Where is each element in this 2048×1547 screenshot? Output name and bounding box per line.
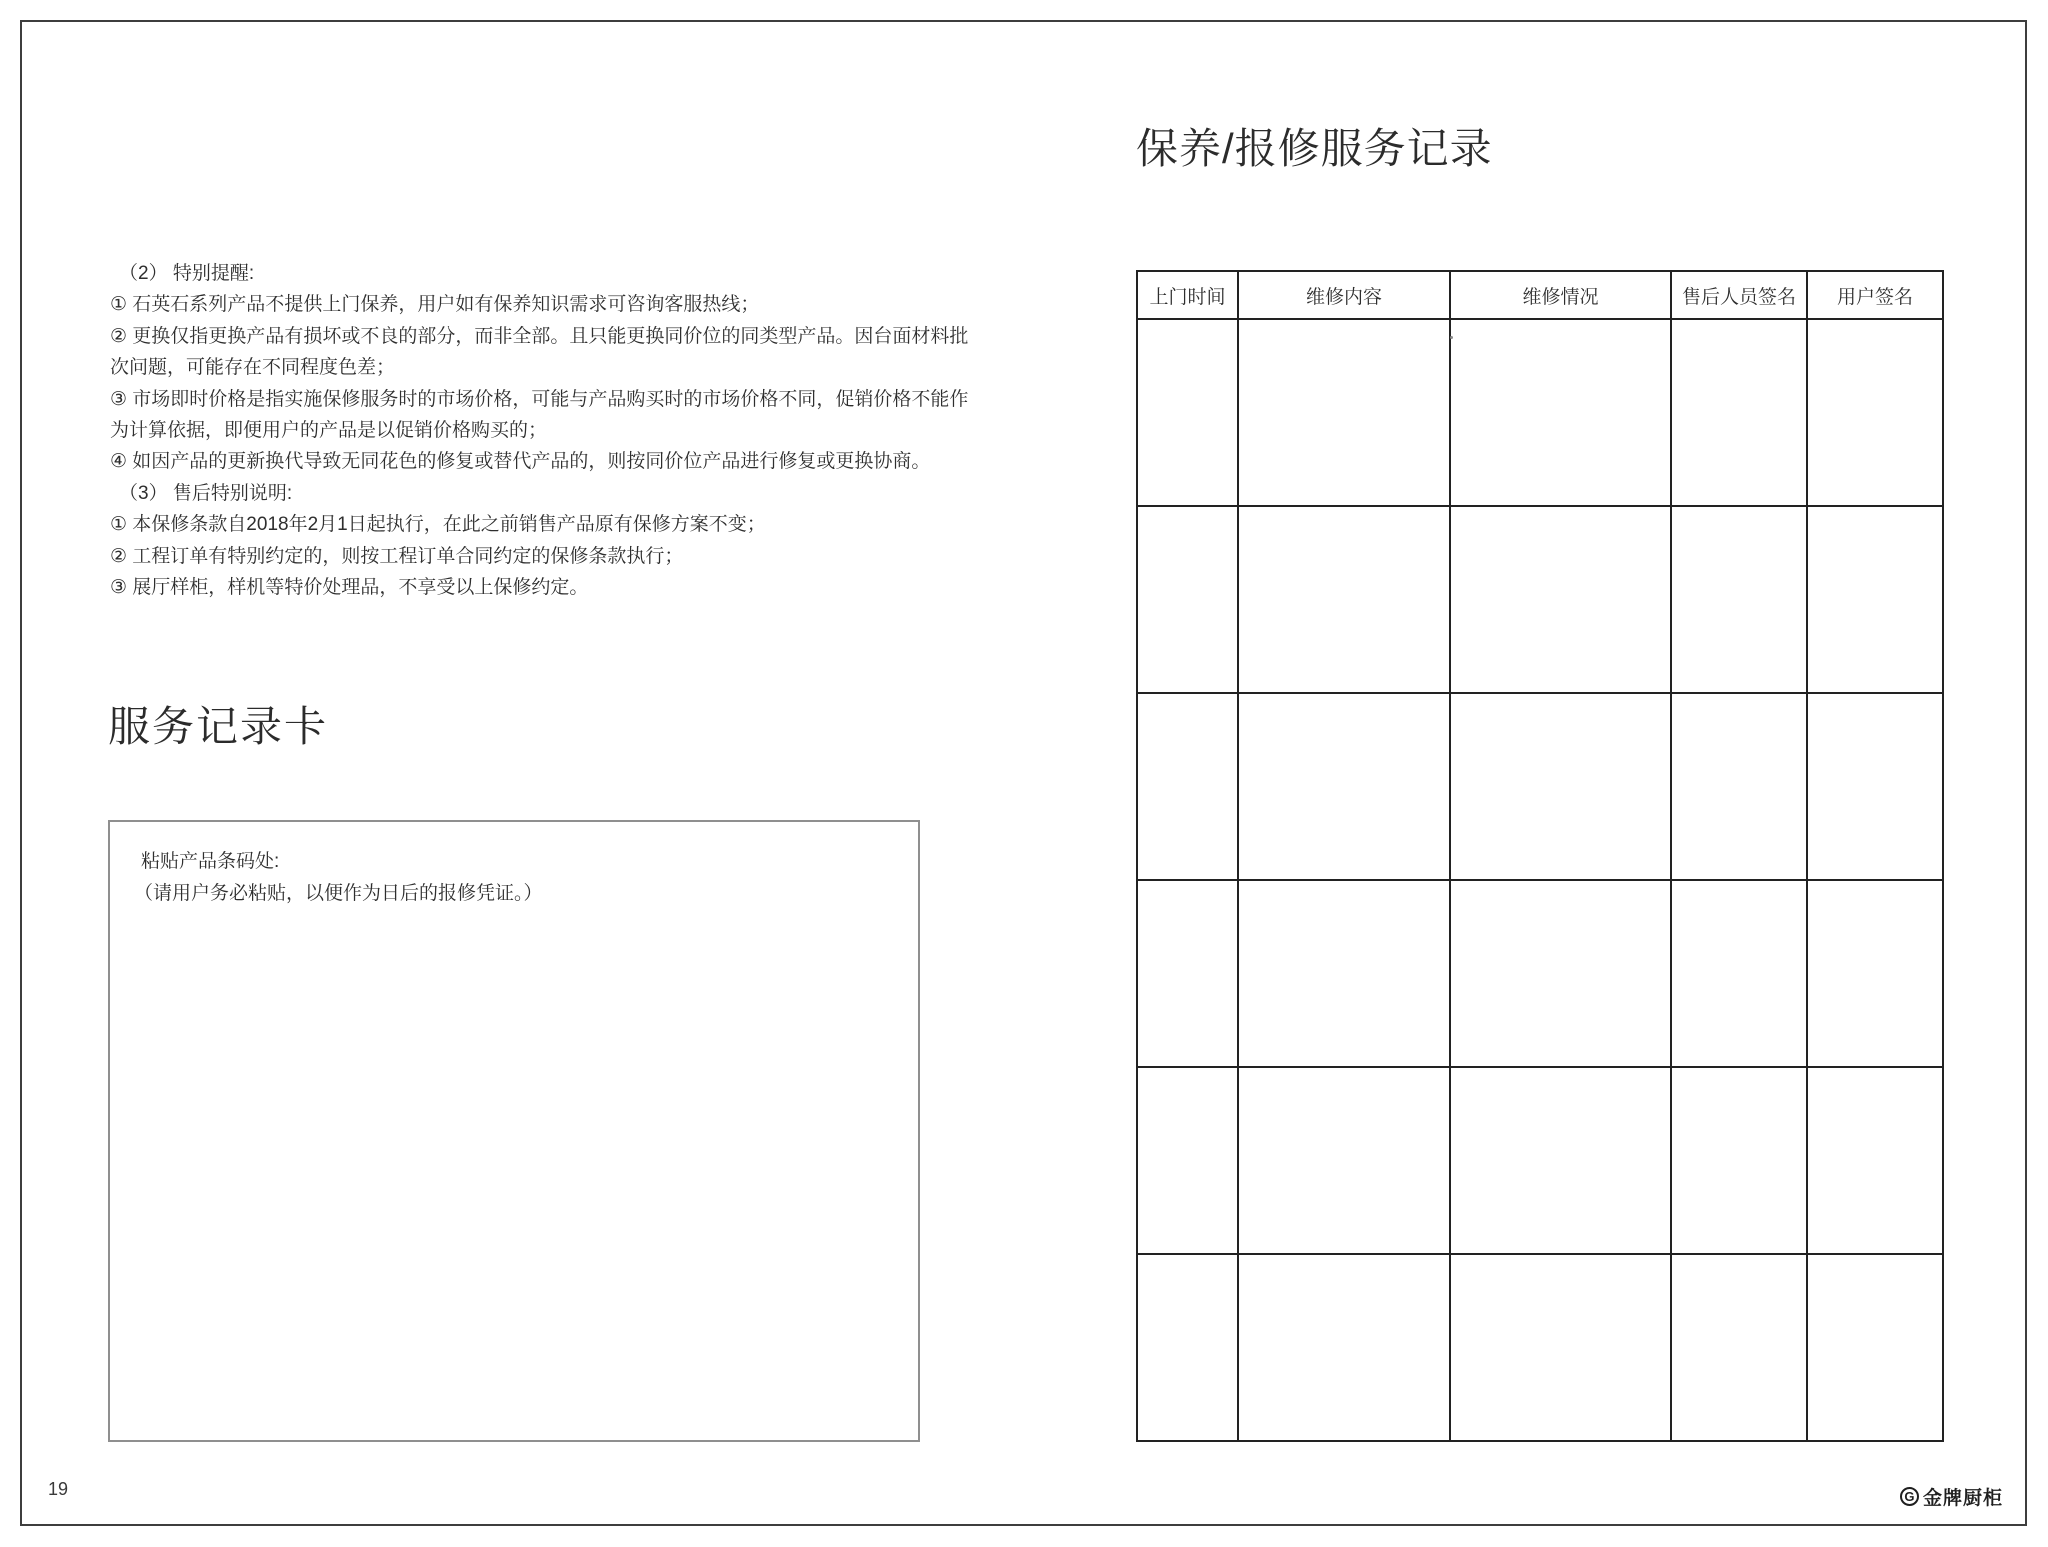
table-cell (1450, 693, 1671, 880)
table-cell (1137, 880, 1238, 1067)
barcode-box-label: 粘贴产品条码处: (141, 851, 280, 872)
note-line: ① 本保修条款自2018年2月1日起执行，在此之前销售产品原有保修方案不变； (110, 514, 766, 536)
barcode-box (108, 820, 920, 1442)
table-row (1137, 880, 1943, 1067)
table-cell (1238, 319, 1450, 506)
note-line: 次问题，可能存在不同程度色差； (110, 357, 396, 379)
table-row (1137, 1254, 1943, 1441)
table-cell (1807, 693, 1943, 880)
table-cell (1238, 693, 1450, 880)
table-header-cell: 售后人员签名 (1671, 271, 1807, 319)
note-line: （3） 售后特别说明: (119, 482, 293, 504)
table-cell (1807, 506, 1943, 693)
note-line: ③ 市场即时价格是指实施保修服务时的市场价格，可能与产品购买时的市场价格不同，促销价格不能作 (110, 388, 969, 410)
table-cell (1671, 506, 1807, 693)
service-record-table (1136, 270, 1944, 1442)
table-header-row (1137, 271, 1943, 319)
note-line: （2） 特别提醒: (119, 263, 255, 284)
brand-g-icon: G (1900, 1487, 1919, 1506)
note-line: ② 工程订单有特别约定的，则按工程订单合同约定的保修条款执行； (110, 545, 684, 567)
table-cell (1671, 1254, 1807, 1441)
table-header-cell: 维修内容 (1238, 271, 1450, 319)
table-header-cell: 维修情况 (1450, 271, 1671, 319)
barcode-box-note: （请用户务必粘贴，以便作为日后的报修凭证。） (134, 883, 543, 904)
note-line: ③ 展厅样柜，样机等特价处理品，不享受以上保修约定。 (110, 577, 589, 599)
note-line: ④ 如因产品的更新换代导致无同花色的修复或替代产品的，则按同价位产品进行修复或更换协商。 (110, 451, 931, 473)
table-cell (1238, 1254, 1450, 1441)
table-cell (1671, 693, 1807, 880)
service-card-title: 服务记录卡 (108, 703, 329, 750)
brand-logo (1900, 1483, 2003, 1510)
note-line: ② 更换仅指更换产品有损坏或不良的部分，而非全部。且只能更换同价位的同类型产品。因台面材料批 (110, 325, 969, 347)
table-header-cell: 用户签名 (1807, 271, 1943, 319)
table-row (1137, 1067, 1943, 1254)
table-row (1137, 319, 1943, 506)
table-cell (1450, 1067, 1671, 1254)
table-cell (1671, 880, 1807, 1067)
table-row (1137, 693, 1943, 880)
table-cell (1137, 506, 1238, 693)
table-cell (1137, 1067, 1238, 1254)
note-line: ① 石英石系列产品不提供上门保养，用户如有保养知识需求可咨询客服热线； (110, 294, 760, 316)
table-cell (1137, 693, 1238, 880)
scan-speck (1450, 336, 1453, 339)
page-number: 19 (48, 1479, 69, 1499)
table-cell (1238, 880, 1450, 1067)
table-cell (1807, 1067, 1943, 1254)
note-line: 为计算依据，即便用户的产品是以促销价格购买的； (110, 420, 548, 442)
table-cell (1671, 319, 1807, 506)
table-cell (1807, 319, 1943, 506)
service-record-title: 保养/报修服务记录 (1136, 125, 1493, 172)
table-cell (1137, 1254, 1238, 1441)
table-cell (1450, 1254, 1671, 1441)
table-cell (1450, 506, 1671, 693)
table-cell (1238, 1067, 1450, 1254)
brand-name: 金牌厨柜 (1922, 1488, 2003, 1509)
table-cell (1671, 1067, 1807, 1254)
table-cell (1137, 319, 1238, 506)
table-cell (1807, 880, 1943, 1067)
table-row (1137, 506, 1943, 693)
table-cell (1807, 1254, 1943, 1441)
table-cell (1238, 506, 1450, 693)
table-cell (1450, 319, 1671, 506)
table-cell (1450, 880, 1671, 1067)
table-header-cell: 上门时间 (1137, 271, 1238, 319)
warranty-notes (110, 258, 970, 603)
